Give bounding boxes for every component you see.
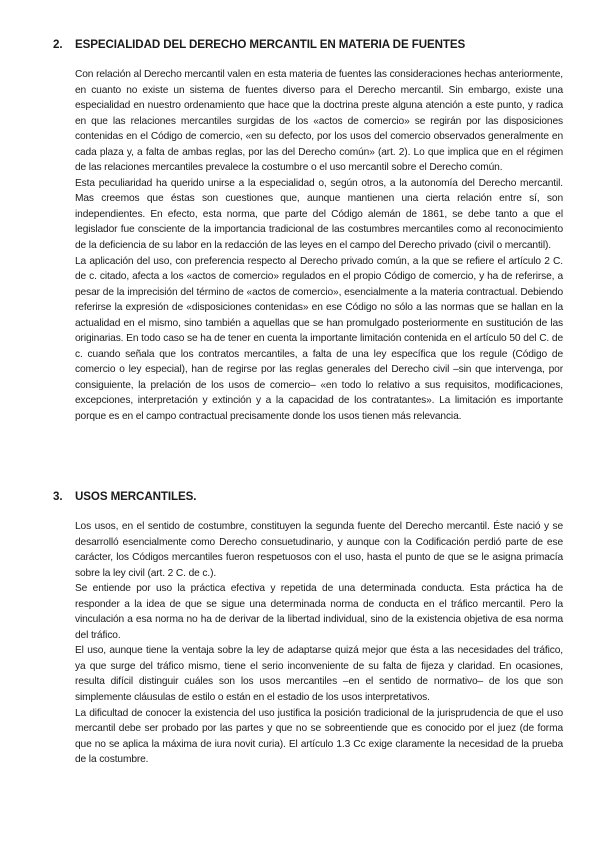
section-heading	[53, 490, 196, 504]
section-number: 2.	[53, 38, 63, 51]
paragraph: La dificultad de conocer la existencia del uso justifica la posición tradicional de la jurisprudencia de que el uso mercantil debe ser probado por las partes y que no se sobreentiende que es conocido por el juez (de forma que no se aplica la máxima de iura novit curia). El artículo 1.3 Cc exige claramente la necesidad de la prueba de la costumbre.	[75, 707, 563, 766]
paragraph: Esta peculiaridad ha querido unirse a la especialidad o, según otros, a la autonomía del Derecho mercantil. Mas creemos que éstas son cuestiones que, aunque mantienen una cierta relación entre sí, son independientes. En efecto, esta norma, que parte del Código alemán de 1861, se debe tanto a que el legislador fue consciente de la importancia tradicional de las costumbres mercantiles como al reconocimiento de la deficiencia de su labor en la redacción de las leyes en el campo del Derecho privado (civil o mercantil).	[75, 177, 563, 252]
paragraph: Los usos, en el sentido de costumbre, constituyen la segunda fuente del Derecho mercantil. Éste nació y se desarrolló esencialmente como Derecho consuetudinario, y aunque con la Codificación perdió parte de ese carácter, los Códigos mercantiles fueron respetuosos con el uso, hasta el punto de que se le asigna primacía sobre la ley civil (art. 2 C. de c.).	[75, 521, 563, 579]
paragraph: La aplicación del uso, con preferencia respecto al Derecho privado común, a la que se refiere el artículo 2 C. de c. citado, afecta a los «actos de comercio» regulados en el propio Código de comercio, y ha de referirse, a pesar de la imprecisión del término de «actos de comercio», esencialmente a la materia contractual. Debiendo referirse la expresión de «disposiciones contenidas» en ese Código no sólo a las normas que se hallan en la actualidad en el mismo, sino también a aquellas que se han promulgado posteriormente en sustitución de las originarias. En todo caso se ha de tener en cuenta la importante limitación contenida en el artículo 50 del C. de c. cuando señala que los contratos mercantiles, a falta de una ley específica que los regule (Código de comercio o ley especial), han de regirse por las reglas generales del Derecho civil –sin que intervenga, por consiguiente, la prelación de los usos de comercio– «en todo lo relativo a sus requisitos, modificaciones, excepciones, interpretación y extinción y a la capacidad de los contratantes». La limitación es importante porque es en el campo contractual precisamente donde los usos tienen más relevancia.	[75, 255, 563, 423]
section-title: ESPECIALIDAD DEL DERECHO MERCANTIL EN MATERIA DE FUENTES	[75, 38, 466, 51]
paragraph: El uso, aunque tiene la ventaja sobre la ley de adaptarse quizá mejor que ésta a las necesidades del tráfico, ya que surge del tráfico mismo, tiene el serio inconveniente de su falta de fijeza y claridad. En ocasiones, resulta difícil distinguir cuáles son los usos mercantiles –en el sentido de normativo– de los que son simplemente cláusulas de estilo o están en el estadio de los usos interpretativos.	[75, 645, 563, 704]
section-body	[75, 519, 563, 768]
section-body	[75, 67, 563, 425]
paragraph: Se entiende por uso la práctica efectiva y repetida de una determinada conducta. Esta práctica ha de responder a la idea de que se sigue una determinada norma de conducta en el tráfico mercantil. Pero la vinculación a esa norma no ha de derivar de la libertad individual, sino de la existencia objetiva de esa norma del tráfico.	[75, 583, 563, 641]
section-title: USOS MERCANTILES.	[75, 490, 197, 503]
section-number: 3.	[53, 490, 63, 503]
section-heading	[53, 38, 465, 52]
paragraph: Con relación al Derecho mercantil valen en esta materia de fuentes las consideraciones hechas anteriormente, en cuanto no existe un sistema de fuentes diverso para el Derecho mercantil. Sin embargo, existe una especialidad en nuestro ordenamiento que hace que la doctrina preste alguna atención a este punto, y radica en que las relaciones mercantiles surgidas de los «actos de comercio» se regirán por las disposiciones contenidas en el Código de comercio, «en su defecto, por los usos del comercio observados generalmente en cada plaza y, a falta de ambas reglas, por las del Derecho común» (art. 2). Lo que implica que en el régimen de las relaciones mercantiles prevalece la costumbre o el uso mercantil sobre el Derecho común.	[75, 69, 563, 174]
